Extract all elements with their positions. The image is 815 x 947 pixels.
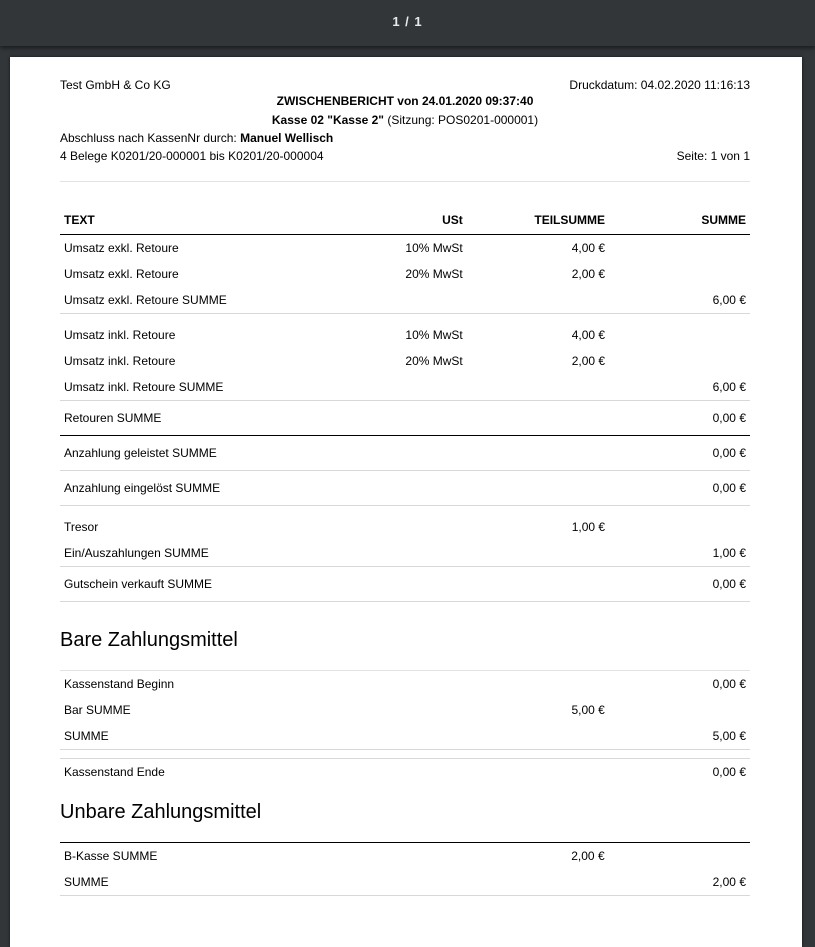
row-teilsumme [467,869,608,896]
row-text: Kassenstand Beginn [64,677,175,691]
table-row [60,723,750,750]
row-spacer [60,750,750,759]
row-spacer [60,314,750,323]
row-summe: 0,00 € [609,436,750,471]
row-teilsumme: 2,00 € [571,849,605,863]
table-row [60,401,750,436]
row-summe [609,235,750,262]
row-ust [347,436,466,471]
table-row [60,235,750,262]
row-summe [609,697,750,723]
row-summe [609,514,750,540]
row-teilsumme [467,374,609,401]
row-teilsumme [467,401,609,436]
row-teilsumme: 4,00 € [571,241,606,255]
table-row [60,436,750,471]
row-teilsumme [467,567,609,602]
column-header-ust: USt [347,206,466,235]
row-summe: 0,00 € [712,677,746,691]
row-text: Anzahlung geleistet SUMME [60,436,347,471]
row-teilsumme: 1,00 € [571,520,606,534]
row-summe: 0,00 € [609,471,750,506]
table-header-row [60,206,750,235]
row-teilsumme: 5,00 € [571,703,605,717]
closing-label: Abschluss nach KassenNr durch: [60,131,237,145]
row-text: Gutschein verkauft SUMME [60,567,347,602]
row-teilsumme [468,671,609,697]
row-text: SUMME [60,723,349,750]
table-row [60,471,750,506]
row-summe: 2,00 € [609,869,750,896]
report-title: ZWISCHENBERICHT von 24.01.2020 09:37:40 [276,94,534,108]
row-summe [609,348,750,374]
row-teilsumme [468,759,609,786]
register-name: Kasse 02 "Kasse 2" [271,113,384,127]
row-text: Anzahlung eingelöst SUMME [60,471,347,506]
table-row [60,287,750,314]
row-text: B-Kasse SUMME [64,849,158,863]
column-header-summe: SUMME [609,206,750,235]
page-counter: 1 / 1 [392,14,423,29]
summary-table [60,206,750,602]
row-ust: 20% MwSt [405,267,463,281]
page-info: Seite: 1 von 1 [676,149,750,163]
row-text: Umsatz inkl. Retoure [64,354,176,368]
row-summe: 5,00 € [609,723,750,750]
table-row [60,567,750,602]
row-text: Retouren SUMME [60,401,347,436]
row-teilsumme [468,723,609,750]
row-ust [347,567,466,602]
row-summe [609,322,750,348]
closing-user: Manuel Wellisch [240,131,334,145]
table-row [60,540,750,567]
row-ust [347,471,466,506]
table-row [60,348,750,374]
cash-table [60,671,750,785]
viewer-toolbar [0,0,815,46]
row-text: Umsatz exkl. Retoure [64,267,179,281]
table-row [60,697,750,723]
row-text: Umsatz inkl. Retoure SUMME [60,374,347,401]
receipt-range: 4 Belege K0201/20-000001 bis K0201/20-000004 [60,149,324,163]
row-summe [609,843,750,870]
row-summe: 0,00 € [609,401,750,436]
noncash-table [60,842,750,896]
row-text: Kassenstand Ende [64,765,165,779]
row-teilsumme [467,540,609,567]
table-row [60,843,750,870]
row-ust [347,540,466,567]
row-summe: 0,00 € [712,765,746,779]
row-text: Ein/Auszahlungen SUMME [60,540,347,567]
row-text: Umsatz inkl. Retoure [64,328,176,342]
section-title-noncash: Unbare Zahlungsmittel [60,801,262,823]
row-summe: 1,00 € [609,540,750,567]
row-teilsumme [467,436,609,471]
table-row [60,261,750,287]
row-ust: 10% MwSt [405,328,463,342]
row-summe [609,261,750,287]
table-row [60,322,750,348]
closing-line [60,131,333,145]
table-row [60,759,750,786]
row-spacer [60,506,750,515]
row-summe: 6,00 € [609,374,750,401]
row-ust [347,374,466,401]
table-row [60,671,750,697]
table-row [60,869,750,896]
header-divider [60,181,750,182]
table-row [60,374,750,401]
row-summe: 0,00 € [609,567,750,602]
column-header-text: TEXT [60,206,347,235]
row-teilsumme: 2,00 € [571,267,606,281]
row-text: Umsatz exkl. Retoure [64,241,179,255]
section-title-cash: Bare Zahlungsmittel [60,629,238,651]
row-teilsumme: 4,00 € [571,328,606,342]
company-name: Test GmbH & Co KG [60,78,171,92]
row-teilsumme: 2,00 € [571,354,606,368]
row-text: SUMME [60,869,348,896]
row-ust [347,287,466,314]
row-teilsumme [467,471,609,506]
register-session: (Sitzung: POS0201-000001) [387,113,539,127]
table-row [60,514,750,540]
row-ust: 20% MwSt [405,354,463,368]
register-line [60,113,750,127]
row-summe: 6,00 € [609,287,750,314]
row-ust: 10% MwSt [405,241,463,255]
row-ust [347,514,466,540]
row-teilsumme [467,287,609,314]
print-date: Druckdatum: 04.02.2020 11:16:13 [569,78,750,92]
row-text: Tresor [64,520,99,534]
row-text: Bar SUMME [64,703,131,717]
row-text: Umsatz exkl. Retoure SUMME [60,287,347,314]
column-header-teilsumme: TEILSUMME [467,206,609,235]
row-ust [347,401,466,436]
report-page [10,57,802,947]
